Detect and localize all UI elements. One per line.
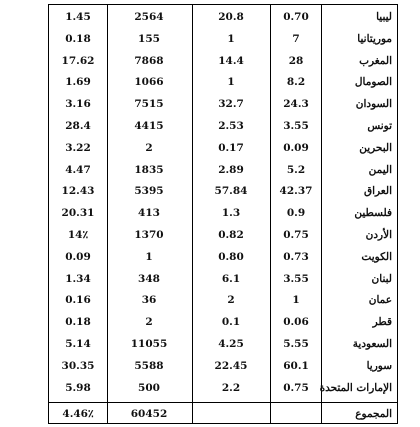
country-name-cell: اليمن [368,163,392,176]
total-row [49,404,397,424]
value-a-cell: 2 [145,316,153,329]
value-b-cell: 0.17 [218,141,244,154]
ratio-cell: 17.62 [61,54,95,67]
country-name-cell: السودان [355,98,392,111]
country-name-cell: عمان [368,294,392,307]
country-name-cell: ليبيا [376,11,392,23]
value-c-cell: 42.37 [279,185,313,198]
ratio-cell: 0.09 [65,250,91,263]
value-c-cell: 60.1 [283,359,309,372]
value-c-cell: 0.06 [283,316,309,329]
value-b-cell: 1 [227,32,235,45]
country-name-cell: الأردن [365,228,392,241]
value-a-cell: 500 [138,381,160,394]
ratio-cell: 0.16 [65,294,91,307]
table-row [49,356,397,378]
value-b-cell: 57.84 [214,185,248,198]
value-b-cell: 2 [227,294,235,307]
ratio-cell: 5.98 [65,381,91,394]
ratio-cell: 4.47 [65,163,91,176]
country-name-cell: الإمارات المتحدة [319,381,392,394]
value-c-cell: 0.75 [283,381,309,394]
value-b-cell: 4.25 [218,337,244,350]
value-c-cell: 0.09 [283,141,309,154]
value-b-cell: 0.1 [221,316,241,329]
country-name-cell: قطر [372,316,392,329]
value-c-cell: 0.75 [283,228,309,241]
total-c [272,404,320,424]
country-name-cell: الكويت [361,250,392,263]
table-row [49,290,397,312]
table-row [49,312,397,334]
value-c-cell: 8.2 [286,76,306,89]
total-ratio: 4.46٪ [62,408,94,420]
value-c-cell: 5.55 [283,337,309,350]
value-c-cell: 0.73 [283,250,309,263]
value-a-cell: 1835 [134,163,164,176]
total-label: المجموع [355,408,392,420]
value-a-cell: 2564 [134,11,164,23]
value-c-cell: 1 [292,294,300,307]
value-a-cell: 348 [138,272,160,285]
ratio-cell: 28.4 [65,119,91,132]
value-c-cell: 24.3 [283,98,309,111]
ratio-cell: 14٪ [67,228,89,241]
value-b-cell: 1 [227,76,235,89]
value-b-cell: 0.82 [218,228,244,241]
table-row [49,72,397,94]
table-row [49,160,397,182]
ratio-cell: 12.43 [61,185,95,198]
ratio-cell: 1.45 [65,11,91,23]
ratio-cell: 3.22 [65,141,91,154]
table-row [49,225,397,247]
country-name-cell: الصومال [354,76,392,89]
ratio-cell: 3.16 [65,98,91,111]
total-a: 60452 [130,408,168,420]
value-b-cell: 14.4 [218,54,244,67]
table-row [49,7,397,29]
value-b-cell: 22.45 [214,359,248,372]
table-body [49,7,397,399]
value-b-cell: 0.80 [218,250,244,263]
country-name-cell: موريتانيا [357,32,392,45]
country-name-cell: سوريا [366,359,392,372]
table-row [49,116,397,138]
table-row [49,51,397,73]
value-a-cell: 7868 [134,54,164,67]
country-name-cell: تونس [367,119,392,132]
table-row [49,334,397,356]
table-row [49,29,397,51]
value-a-cell: 2 [145,141,153,154]
value-a-cell: 5588 [134,359,164,372]
value-a-cell: 4415 [134,119,164,132]
value-a-cell: 36 [141,294,157,307]
table-row [49,269,397,291]
table-row [49,378,397,400]
country-name-cell: فلسطين [354,207,392,220]
ratio-cell: 5.14 [65,337,91,350]
table-row [49,247,397,269]
value-c-cell: 3.55 [283,272,309,285]
value-a-cell: 1370 [134,228,164,241]
ratio-cell: 0.18 [65,316,91,329]
ratio-cell: 1.69 [65,76,91,89]
value-c-cell: 0.70 [283,11,309,23]
value-c-cell: 7 [292,32,300,45]
country-name-cell: العراق [363,185,392,198]
value-b-cell: 2.2 [221,381,241,394]
ratio-cell: 30.35 [61,359,95,372]
value-a-cell: 5395 [134,185,164,198]
value-a-cell: 11055 [130,337,168,350]
value-a-cell: 413 [138,207,160,220]
ratio-cell: 20.31 [61,207,95,220]
value-a-cell: 1 [145,250,153,263]
value-c-cell: 3.55 [283,119,309,132]
value-c-cell: 0.9 [286,207,306,220]
table-row [49,203,397,225]
value-a-cell: 155 [138,32,160,45]
value-b-cell: 1.3 [221,207,241,220]
country-name-cell: لبنان [371,272,392,285]
country-name-cell: المغرب [359,54,392,67]
ratio-cell: 1.34 [65,272,91,285]
value-a-cell: 7515 [134,98,164,111]
value-b-cell: 6.1 [221,272,241,285]
value-a-cell: 1066 [134,76,164,89]
value-b-cell: 32.7 [218,98,244,111]
country-name-cell: البحرين [359,141,392,154]
table-row [49,94,397,116]
country-name-cell: السعودية [352,337,392,350]
value-c-cell: 5.2 [286,163,306,176]
value-b-cell: 20.8 [218,11,244,23]
table-row [49,181,397,203]
ratio-cell: 0.18 [65,32,91,45]
value-c-cell: 28 [288,54,304,67]
table-row [49,138,397,160]
value-b-cell: 2.53 [218,119,244,132]
total-b [195,404,267,424]
value-b-cell: 2.89 [218,163,244,176]
data-table [48,4,398,424]
total-divider [49,402,397,403]
